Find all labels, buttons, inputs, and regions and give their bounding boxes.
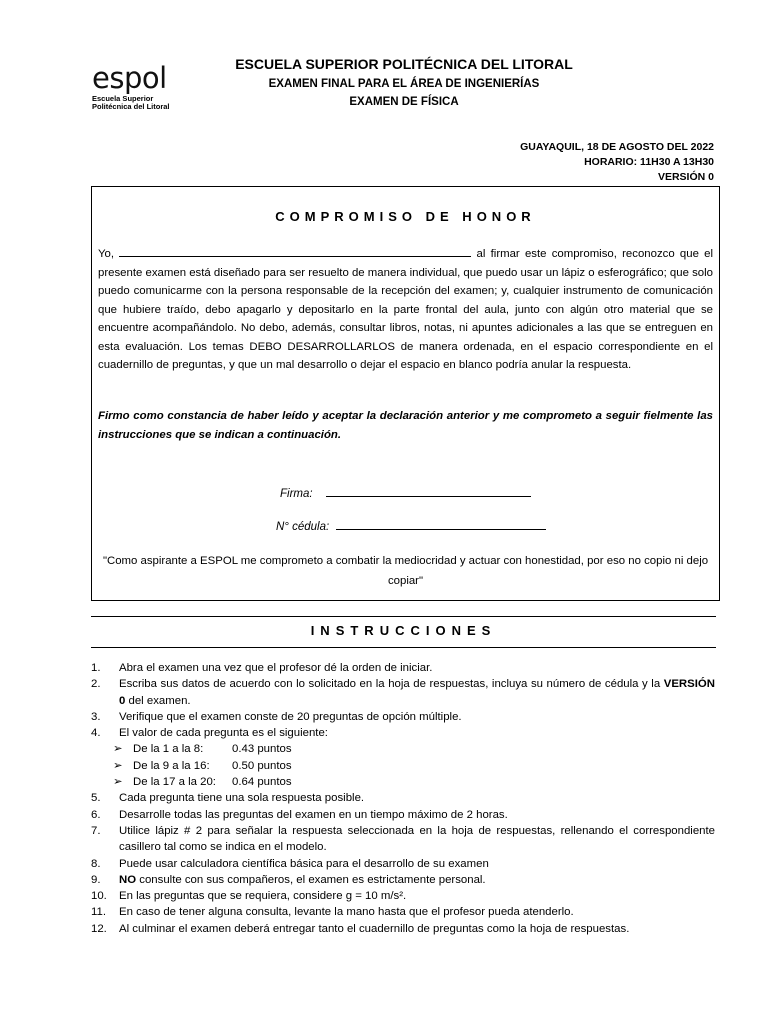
cedula-line[interactable] [336,529,546,530]
arrow-bullet-icon: ➢ [113,776,123,789]
honor-declaration: Firmo como constancia de haber leído y aceptar la declaración anterior y me comprometo a seguir fielmente las instrucciones que se indican a continuación. [98,410,713,441]
honor-title: COMPROMISO DE HONOR [275,209,536,224]
instructions-list [91,660,715,937]
exam-schedule: HORARIO: 11H30 A 13H30 [584,156,714,168]
instruction-item: 2. Escriba sus datos de acuerdo con lo solicitado en la hoja de respuestas, incluya su número de cédula y la VERSIÓN 0 del examen. [91,678,716,707]
honor-quote: "Como aspirante a ESPOL me comprometo a combatir la mediocridad y actuar con honestidad, por eso no copio ni dejo copiar" [102,555,709,587]
exam-title: EXAMEN FINAL PARA EL ÁREA DE INGENIERÍAS [268,78,540,90]
no-bold: NO [119,873,137,886]
honor-body: al firmar este compromiso, reconozco que el presente examen está diseñado para ser resuelto de manera individual, que puedo usar un lápiz o esferográfico; que solo puedo comunicarme con la persona responsable de la recepción del examen; y, cualquier instrumento de comunicación que hubiere traído, debo apagarlo y depositarlo en la parte frontal del aula, junto con algún otro material que se encuentre acompañándolo. No debo, además, consultar libros, notas, ni apuntes adicionales a las que se entreguen en esta evaluación. Los temas DEBO DESARROLLARLOS de manera ordenada, en el espacio correspondiente en el cuadernillo de preguntas, y que un mal desarrollo o dejar el espacio en blanco podría anular la respuesta. [98,248,714,371]
honor-yo: Yo, [98,248,115,260]
cedula-row [276,521,546,533]
value-item: ➢ De la 1 a la 8: 0.43 puntos [113,741,715,757]
exam-version: VERSIÓN 0 [657,171,714,183]
exam-date: GUAYAQUIL, 18 DE AGOSTO DEL 2022 [520,141,714,153]
instruction-item: 3. Verifique que el examen conste de 20 preguntas de opción múltiple. [91,710,462,723]
firma-label: Firma: [280,488,313,500]
instruction-item: 7. Utilice lápiz # 2 para señalar la respuesta seleccionada en la hoja de respuestas, rellenando el correspondiente casillero tal como se indica en el modelo. [91,824,715,854]
instruction-item: 1. Abra el examen una vez que el profesor dé la orden de iniciar. [91,662,433,674]
arrow-bullet-icon: ➢ [113,759,123,772]
instruction-item: 10. En las preguntas que se requiera, considere g = 10 m/s². [91,890,407,903]
firma-line[interactable] [326,496,531,497]
instruction-item: 4. El valor de cada pregunta es el siguiente: [91,727,328,740]
instruction-item: 12. Al culminar el examen deberá entregar tanto el cuadernillo de preguntas como la hoja de respuestas. [91,922,630,935]
instructions-header [91,616,716,648]
instruction-item: 11. En caso de tener alguna consulta, levante la mano hasta que el profesor pueda atenderlo. [91,906,574,919]
honor-box [91,186,720,601]
logo-sub-line1: Escuela Superior [92,94,154,103]
value-item: ➢ De la 17 a la 20: 0.64 puntos [113,774,715,790]
logo-sub-line2: Politécnica del Litoral [92,102,170,111]
instruction-item: 8. Puede usar calculadora científica básica para el desarrollo de su examen [91,857,489,870]
honor-paragraph [98,245,713,375]
school-name: ESCUELA SUPERIOR POLITÉCNICA DEL LITORAL [235,56,573,72]
instruction-item: 6. Desarrolle todas las preguntas del examen en un tiempo máximo de 2 horas. [91,808,508,821]
name-line[interactable] [119,256,471,257]
exam-info [520,140,714,185]
instruction-item: 5. Cada pregunta tiene una sola respuesta posible. [91,792,365,805]
instructions-title: INSTRUCCIONES [310,623,497,638]
logo-word: espol [92,61,167,95]
exam-subject: EXAMEN DE FÍSICA [349,96,459,108]
version-bold: VERSIÓN 0 [119,678,716,707]
instruction-item: 9. NO consulte con sus compañeros, el examen es estrictamente personal. [91,873,486,886]
arrow-bullet-icon: ➢ [113,743,123,756]
value-item: ➢ De la 9 a la 16: 0.50 puntos [113,758,715,774]
cedula-label: N° cédula: [276,521,330,533]
firma-row [280,488,531,500]
